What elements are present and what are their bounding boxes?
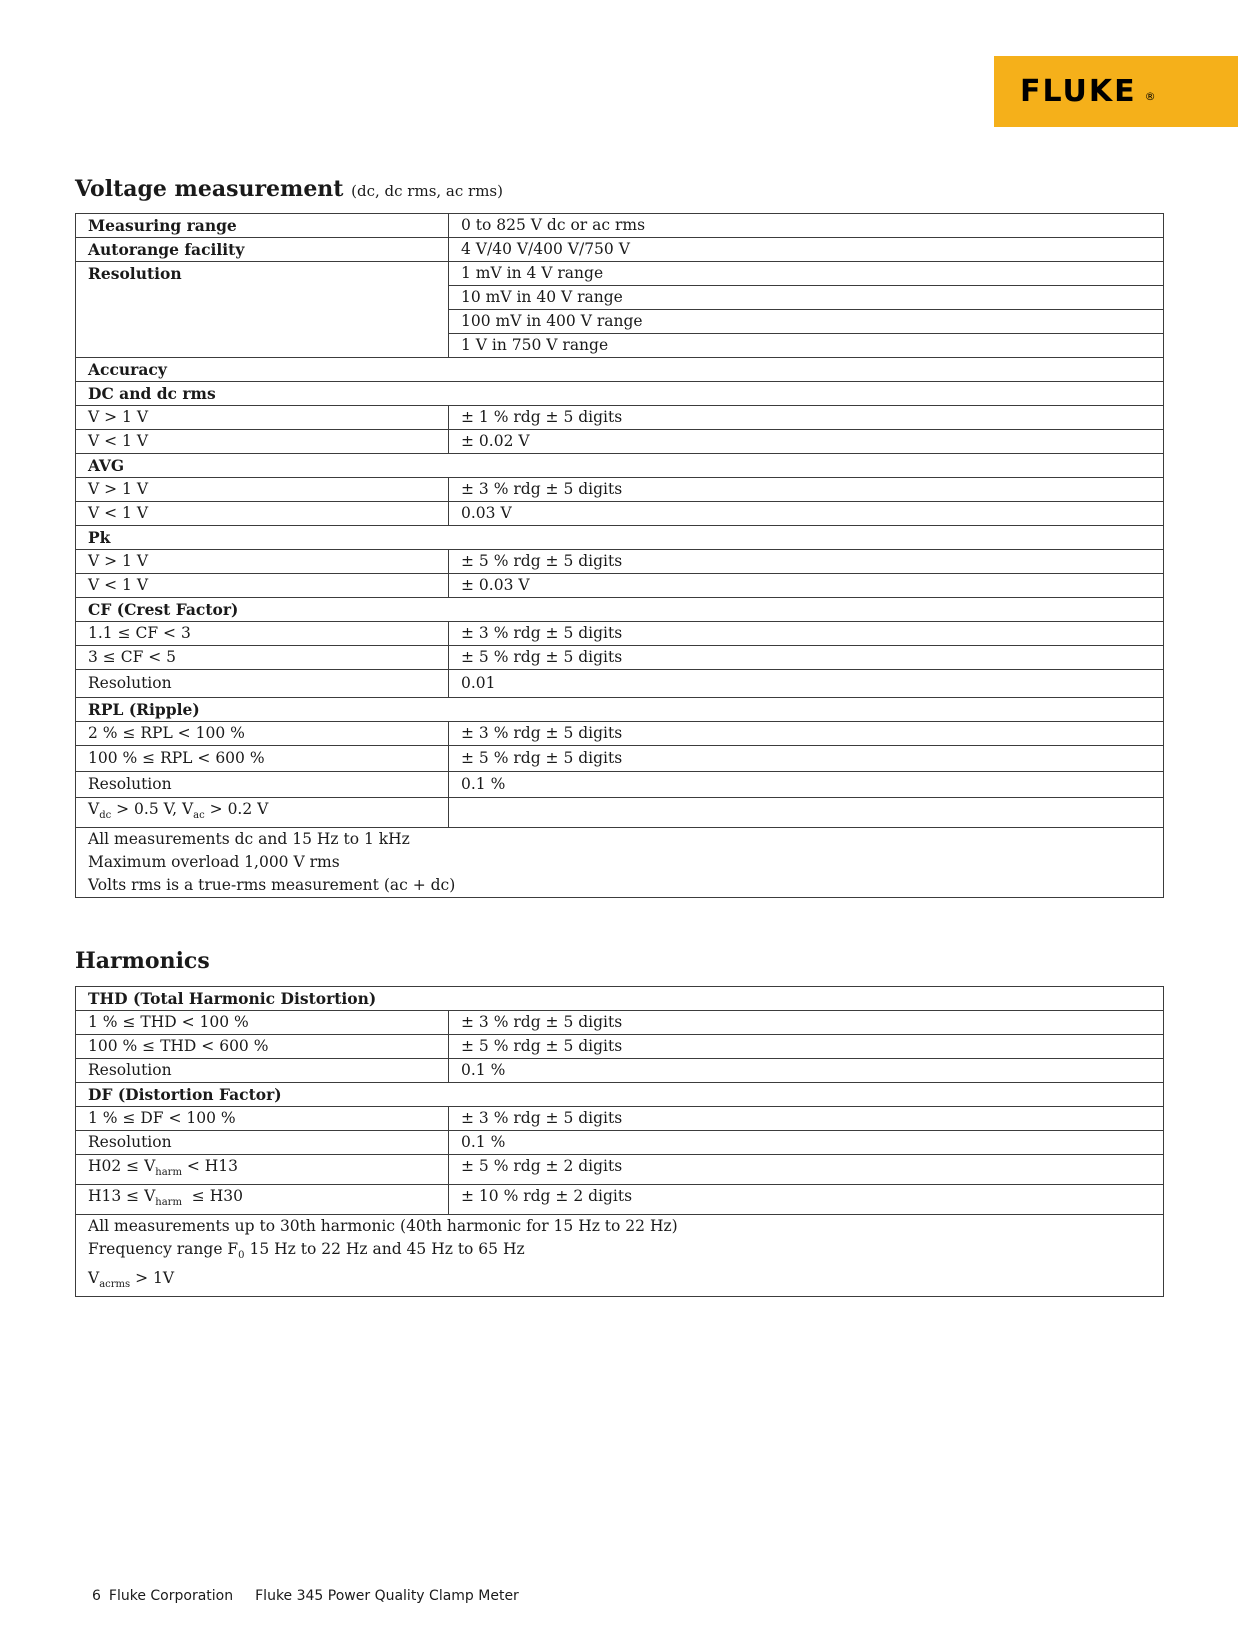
note-line: All measurements up to 30th harmonic (40th harmonic for 15 Hz to 22 Hz)	[88, 1217, 678, 1236]
table-row	[76, 722, 1164, 746]
row-value: ± 3 % rdg ± 5 digits	[449, 478, 1164, 502]
harmonics-heading: Harmonics	[75, 948, 210, 974]
row-condition: Resolution	[76, 772, 449, 798]
section-row	[76, 358, 1164, 382]
voltage-condition: $V_{dc} > 0.5$ V, $V_{ac} > 0.2$ V	[76, 798, 449, 828]
note-line: All measurements dc and 15 Hz to 1 kHz	[88, 830, 410, 849]
footer-document-title: Fluke 345 Power Quality Clamp Meter	[255, 1588, 519, 1604]
registered-mark: ®	[1144, 90, 1156, 103]
table-row	[76, 746, 1164, 772]
table-row	[76, 238, 1164, 262]
table-row	[76, 574, 1164, 598]
footer-company: Fluke Corporation	[108, 1588, 234, 1604]
table-row	[76, 1131, 1164, 1155]
section-label: Accuracy	[76, 358, 1164, 382]
row-value: 0.03 V	[449, 502, 1164, 526]
table-row	[76, 262, 1164, 286]
harmonics-notes	[76, 1215, 1164, 1297]
group-label: DC and dc rms	[76, 382, 1164, 406]
note-line: $V_{acrms} > 1V$	[88, 1269, 175, 1291]
table-row	[76, 214, 1164, 238]
row-condition: 1 % ≤ THD < 100 %	[76, 1011, 449, 1035]
table-row	[76, 430, 1164, 454]
group-row	[76, 1083, 1164, 1107]
note-line: Frequency range $F_0$ 15 Hz to 22 Hz and 45 Hz to 65 Hz	[88, 1240, 525, 1262]
group-label: THD (Total Harmonic Distortion)	[76, 987, 1164, 1011]
harmonics-spec-table	[75, 986, 1164, 1297]
row-condition: 1.1 ≤ CF < 3	[76, 622, 449, 646]
table-row	[76, 1035, 1164, 1059]
row-condition: 100 % ≤ THD < 600 %	[76, 1035, 449, 1059]
row-condition: 100 % ≤ RPL < 600 %	[76, 746, 449, 772]
row-value: ± 10 % rdg ± 2 digits	[449, 1185, 1164, 1215]
group-label: DF (Distortion Factor)	[76, 1083, 1164, 1107]
row-condition: V < 1 V	[76, 502, 449, 526]
row-condition: V > 1 V	[76, 550, 449, 574]
row-value: 10 mV in 40 V range	[449, 286, 1164, 310]
group-row	[76, 698, 1164, 722]
group-row	[76, 454, 1164, 478]
row-condition: Resolution	[76, 670, 449, 698]
row-value: ± 3 % rdg ± 5 digits	[449, 622, 1164, 646]
row-label: Autorange facility	[76, 238, 449, 262]
row-value: 100 mV in 400 V range	[449, 310, 1164, 334]
group-label: RPL (Ripple)	[76, 698, 1164, 722]
table-row	[76, 798, 1164, 828]
table-row	[76, 1155, 1164, 1185]
group-label: CF (Crest Factor)	[76, 598, 1164, 622]
row-value: 0.1 %	[449, 772, 1164, 798]
row-condition: Resolution	[76, 1131, 449, 1155]
table-row	[76, 1011, 1164, 1035]
row-condition: V < 1 V	[76, 430, 449, 454]
table-row	[76, 1185, 1164, 1215]
row-value: ± 3 % rdg ± 5 digits	[449, 1011, 1164, 1035]
row-value: ± 3 % rdg ± 5 digits	[449, 1107, 1164, 1131]
row-value: ± 5 % rdg ± 5 digits	[449, 646, 1164, 670]
note-line: Volts rms is a true-rms measurement (ac + dc)	[88, 876, 456, 895]
row-condition: V > 1 V	[76, 406, 449, 430]
row-value: ± 5 % rdg ± 5 digits	[449, 746, 1164, 772]
page-number: 6	[92, 1588, 101, 1604]
voltage-spec-table	[75, 213, 1164, 898]
row-condition: 2 % ≤ RPL < 100 %	[76, 722, 449, 746]
row-value: ± 5 % rdg ± 5 digits	[449, 1035, 1164, 1059]
note-line: Maximum overload 1,000 V rms	[88, 853, 340, 872]
row-value: 0.01	[449, 670, 1164, 698]
page-footer	[92, 1588, 541, 1604]
row-value: ± 0.03 V	[449, 574, 1164, 598]
row-condition: V > 1 V	[76, 478, 449, 502]
row-value: 0 to 825 V dc or ac rms	[449, 214, 1164, 238]
table-row	[76, 670, 1164, 698]
fluke-logo	[994, 56, 1238, 127]
logo-wordmark: FLUKE	[1020, 74, 1137, 109]
group-row	[76, 382, 1164, 406]
row-condition: 1 % ≤ DF < 100 %	[76, 1107, 449, 1131]
voltage-subheading: (dc, dc rms, ac rms)	[351, 182, 503, 200]
harmonic-range-condition: $H02 \le V_{harm} < H13$	[76, 1155, 449, 1185]
row-value: ± 1 % rdg ± 5 digits	[449, 406, 1164, 430]
row-value: 1 V in 750 V range	[449, 334, 1164, 358]
group-row	[76, 987, 1164, 1011]
group-label: Pk	[76, 526, 1164, 550]
row-condition: 3 ≤ CF < 5	[76, 646, 449, 670]
table-row	[76, 502, 1164, 526]
row-value: ± 5 % rdg ± 2 digits	[449, 1155, 1164, 1185]
row-value	[449, 798, 1164, 828]
voltage-heading: Voltage measurement (dc, dc rms, ac rms)	[75, 176, 503, 202]
row-value: ± 3 % rdg ± 5 digits	[449, 722, 1164, 746]
row-value: 1 mV in 4 V range	[449, 262, 1164, 286]
voltage-notes	[76, 828, 1164, 898]
notes-row	[76, 1215, 1164, 1297]
row-value: ± 0.02 V	[449, 430, 1164, 454]
row-value: 0.1 %	[449, 1131, 1164, 1155]
row-label: Measuring range	[76, 214, 449, 238]
table-row	[76, 550, 1164, 574]
row-condition: V < 1 V	[76, 574, 449, 598]
row-value: 4 V/40 V/400 V/750 V	[449, 238, 1164, 262]
group-label: AVG	[76, 454, 1164, 478]
harmonic-range-condition: $H13 \le V_{harm} \le H30$	[76, 1185, 449, 1215]
table-row	[76, 772, 1164, 798]
table-row	[76, 646, 1164, 670]
table-row	[76, 1107, 1164, 1131]
row-label: Resolution	[76, 262, 449, 358]
table-row	[76, 406, 1164, 430]
table-row	[76, 1059, 1164, 1083]
table-row	[76, 622, 1164, 646]
row-value: ± 5 % rdg ± 5 digits	[449, 550, 1164, 574]
group-row	[76, 526, 1164, 550]
row-condition: Resolution	[76, 1059, 449, 1083]
row-value: 0.1 %	[449, 1059, 1164, 1083]
table-row	[76, 478, 1164, 502]
group-row	[76, 598, 1164, 622]
notes-row	[76, 828, 1164, 898]
